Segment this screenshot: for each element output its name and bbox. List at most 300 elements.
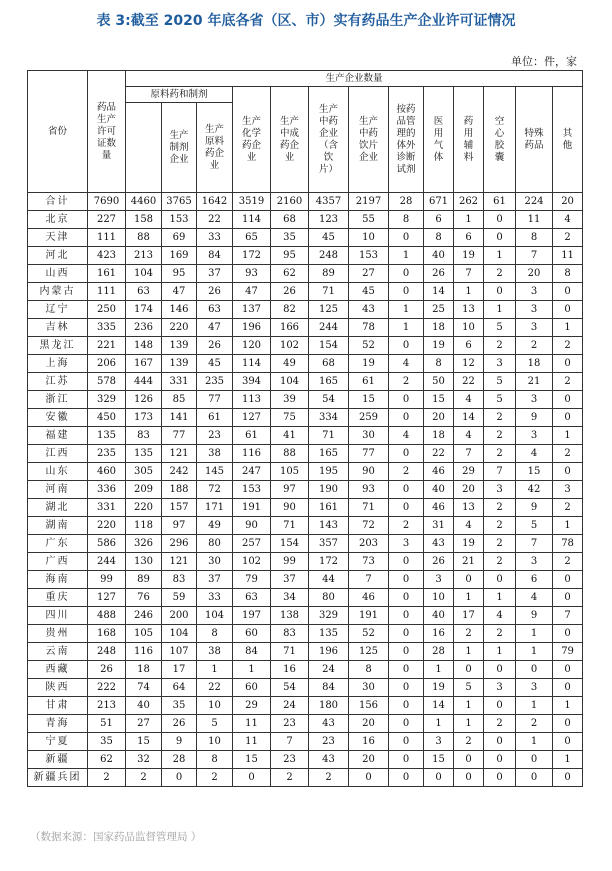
province-cell: 合计 bbox=[28, 193, 88, 211]
table-row bbox=[28, 733, 583, 751]
value-cell: 3 bbox=[424, 571, 454, 589]
value-cell: 121 bbox=[162, 553, 197, 571]
value-cell: 0 bbox=[454, 571, 484, 589]
value-cell: 82 bbox=[271, 301, 309, 319]
value-cell: 54 bbox=[271, 679, 309, 697]
value-cell: 0 bbox=[553, 589, 583, 607]
value-cell: 161 bbox=[309, 499, 349, 517]
value-cell: 2 bbox=[484, 535, 516, 553]
value-cell: 45 bbox=[309, 229, 349, 247]
value-cell: 95 bbox=[162, 265, 197, 283]
value-cell: 85 bbox=[162, 391, 197, 409]
value-cell: 197 bbox=[233, 607, 271, 625]
value-cell: 17 bbox=[162, 661, 197, 679]
value-cell: 6 bbox=[516, 571, 553, 589]
value-cell: 16 bbox=[349, 733, 389, 751]
value-cell: 18 bbox=[424, 319, 454, 337]
value-cell: 1 bbox=[424, 661, 454, 679]
value-cell: 0 bbox=[389, 283, 424, 301]
value-cell: 135 bbox=[309, 625, 349, 643]
value-cell: 55 bbox=[349, 211, 389, 229]
header-medical-gas: 医用气体 bbox=[424, 87, 454, 193]
value-cell: 161 bbox=[88, 265, 126, 283]
value-cell: 68 bbox=[271, 211, 309, 229]
value-cell: 78 bbox=[553, 535, 583, 553]
province-cell: 河南 bbox=[28, 481, 88, 499]
value-cell: 3 bbox=[484, 355, 516, 373]
province-cell: 江西 bbox=[28, 445, 88, 463]
value-cell: 26 bbox=[271, 283, 309, 301]
value-cell: 32 bbox=[126, 751, 162, 769]
province-cell: 新疆 bbox=[28, 751, 88, 769]
value-cell: 8 bbox=[197, 751, 233, 769]
value-cell: 20 bbox=[553, 193, 583, 211]
value-cell: 64 bbox=[162, 679, 197, 697]
value-cell: 26 bbox=[162, 715, 197, 733]
value-cell: 21 bbox=[516, 373, 553, 391]
value-cell: 191 bbox=[349, 607, 389, 625]
value-cell: 107 bbox=[162, 643, 197, 661]
value-cell: 20 bbox=[349, 751, 389, 769]
value-cell: 130 bbox=[126, 553, 162, 571]
province-cell: 甘肃 bbox=[28, 697, 88, 715]
value-cell: 99 bbox=[88, 571, 126, 589]
value-cell: 97 bbox=[271, 481, 309, 499]
table-row bbox=[28, 427, 583, 445]
value-cell: 6 bbox=[424, 211, 454, 229]
value-cell: 1 bbox=[389, 301, 424, 319]
value-cell: 2 bbox=[454, 733, 484, 751]
value-cell: 90 bbox=[271, 499, 309, 517]
value-cell: 127 bbox=[233, 409, 271, 427]
value-cell: 220 bbox=[162, 319, 197, 337]
source-note: （数据来源：国家药品监督管理局 ） bbox=[30, 831, 202, 843]
value-cell: 1 bbox=[233, 661, 271, 679]
value-cell: 5 bbox=[197, 715, 233, 733]
value-cell: 1 bbox=[424, 715, 454, 733]
value-cell: 209 bbox=[126, 481, 162, 499]
province-cell: 西藏 bbox=[28, 661, 88, 679]
header-tcm-decoction: 生产中药饮片企业 bbox=[349, 87, 389, 193]
value-cell: 89 bbox=[309, 265, 349, 283]
value-cell: 2 bbox=[484, 337, 516, 355]
value-cell: 247 bbox=[233, 463, 271, 481]
value-cell: 46 bbox=[424, 463, 454, 481]
value-cell: 93 bbox=[233, 265, 271, 283]
value-cell: 0 bbox=[389, 661, 424, 679]
value-cell: 45 bbox=[349, 283, 389, 301]
value-cell: 8 bbox=[197, 625, 233, 643]
value-cell: 123 bbox=[309, 211, 349, 229]
value-cell: 0 bbox=[233, 769, 271, 787]
value-cell: 8 bbox=[389, 211, 424, 229]
value-cell: 296 bbox=[162, 535, 197, 553]
value-cell: 146 bbox=[162, 301, 197, 319]
value-cell: 158 bbox=[126, 211, 162, 229]
value-cell: 13 bbox=[454, 301, 484, 319]
value-cell: 111 bbox=[88, 229, 126, 247]
value-cell: 15 bbox=[349, 391, 389, 409]
value-cell: 18 bbox=[516, 355, 553, 373]
value-cell: 42 bbox=[516, 481, 553, 499]
value-cell: 93 bbox=[349, 481, 389, 499]
value-cell: 71 bbox=[349, 499, 389, 517]
value-cell: 326 bbox=[126, 535, 162, 553]
value-cell: 40 bbox=[126, 697, 162, 715]
table-row bbox=[28, 247, 583, 265]
value-cell: 1 bbox=[197, 661, 233, 679]
value-cell: 3 bbox=[553, 481, 583, 499]
province-cell: 内蒙古 bbox=[28, 283, 88, 301]
value-cell: 0 bbox=[516, 769, 553, 787]
province-cell: 河北 bbox=[28, 247, 88, 265]
value-cell: 74 bbox=[126, 679, 162, 697]
province-cell: 湖北 bbox=[28, 499, 88, 517]
value-cell: 77 bbox=[197, 391, 233, 409]
value-cell: 172 bbox=[233, 247, 271, 265]
value-cell: 10 bbox=[197, 733, 233, 751]
value-cell: 220 bbox=[88, 517, 126, 535]
value-cell: 167 bbox=[126, 355, 162, 373]
total-row bbox=[28, 193, 583, 211]
value-cell: 8 bbox=[516, 229, 553, 247]
province-cell: 上海 bbox=[28, 355, 88, 373]
province-cell: 浙江 bbox=[28, 391, 88, 409]
value-cell: 26 bbox=[424, 265, 454, 283]
value-cell: 76 bbox=[126, 589, 162, 607]
table-row bbox=[28, 409, 583, 427]
value-cell: 7 bbox=[553, 607, 583, 625]
value-cell: 0 bbox=[553, 301, 583, 319]
value-cell: 0 bbox=[389, 481, 424, 499]
value-cell: 5 bbox=[484, 319, 516, 337]
value-cell: 2 bbox=[484, 409, 516, 427]
value-cell: 4 bbox=[389, 427, 424, 445]
province-cell: 天津 bbox=[28, 229, 88, 247]
value-cell: 0 bbox=[484, 751, 516, 769]
value-cell: 220 bbox=[126, 499, 162, 517]
province-cell: 安徽 bbox=[28, 409, 88, 427]
value-cell: 83 bbox=[162, 571, 197, 589]
value-cell: 28 bbox=[424, 643, 454, 661]
table-row bbox=[28, 697, 583, 715]
value-cell: 0 bbox=[484, 229, 516, 247]
value-cell: 235 bbox=[88, 445, 126, 463]
value-cell: 5 bbox=[454, 679, 484, 697]
value-cell: 30 bbox=[349, 679, 389, 697]
value-cell: 0 bbox=[389, 337, 424, 355]
header-tcm-pieces: 生产中药企业（含饮片） bbox=[309, 87, 349, 193]
value-cell: 47 bbox=[197, 319, 233, 337]
value-cell: 3 bbox=[484, 679, 516, 697]
value-cell: 335 bbox=[88, 319, 126, 337]
value-cell: 3765 bbox=[162, 193, 197, 211]
table-row bbox=[28, 391, 583, 409]
value-cell: 118 bbox=[126, 517, 162, 535]
header-special: 特殊药品 bbox=[516, 87, 553, 193]
value-cell: 2 bbox=[197, 769, 233, 787]
value-cell: 15 bbox=[233, 751, 271, 769]
value-cell: 46 bbox=[424, 499, 454, 517]
value-cell: 180 bbox=[309, 697, 349, 715]
value-cell: 4 bbox=[454, 517, 484, 535]
value-cell: 0 bbox=[389, 229, 424, 247]
table-row bbox=[28, 553, 583, 571]
value-cell: 1 bbox=[516, 625, 553, 643]
value-cell: 7690 bbox=[88, 193, 126, 211]
value-cell: 51 bbox=[88, 715, 126, 733]
value-cell: 3 bbox=[389, 535, 424, 553]
value-cell: 2 bbox=[553, 445, 583, 463]
value-cell: 0 bbox=[484, 571, 516, 589]
table-row bbox=[28, 643, 583, 661]
province-cell: 山西 bbox=[28, 265, 88, 283]
value-cell: 61 bbox=[233, 427, 271, 445]
value-cell: 9 bbox=[162, 733, 197, 751]
value-cell: 11 bbox=[233, 715, 271, 733]
value-cell: 2 bbox=[88, 769, 126, 787]
value-cell: 31 bbox=[424, 517, 454, 535]
value-cell: 0 bbox=[349, 769, 389, 787]
value-cell: 26 bbox=[197, 337, 233, 355]
value-cell: 50 bbox=[424, 373, 454, 391]
value-cell: 488 bbox=[88, 607, 126, 625]
value-cell: 1 bbox=[553, 751, 583, 769]
value-cell: 7 bbox=[454, 445, 484, 463]
value-cell: 15 bbox=[424, 391, 454, 409]
table-row bbox=[28, 625, 583, 643]
value-cell: 331 bbox=[162, 373, 197, 391]
value-cell: 262 bbox=[454, 193, 484, 211]
value-cell: 0 bbox=[454, 769, 484, 787]
value-cell: 1 bbox=[484, 247, 516, 265]
province-cell: 云南 bbox=[28, 643, 88, 661]
value-cell: 138 bbox=[271, 607, 309, 625]
value-cell: 0 bbox=[516, 661, 553, 679]
province-cell: 宁夏 bbox=[28, 733, 88, 751]
value-cell: 196 bbox=[309, 643, 349, 661]
value-cell: 357 bbox=[309, 535, 349, 553]
value-cell: 0 bbox=[553, 355, 583, 373]
value-cell: 43 bbox=[424, 535, 454, 553]
value-cell: 28 bbox=[389, 193, 424, 211]
value-cell: 104 bbox=[197, 607, 233, 625]
value-cell: 2 bbox=[454, 625, 484, 643]
value-cell: 0 bbox=[553, 409, 583, 427]
value-cell: 37 bbox=[197, 571, 233, 589]
table-row bbox=[28, 517, 583, 535]
value-cell: 75 bbox=[271, 409, 309, 427]
province-cell: 广东 bbox=[28, 535, 88, 553]
value-cell: 114 bbox=[233, 211, 271, 229]
header-chemical: 生产化学药企业 bbox=[233, 87, 271, 193]
value-cell: 35 bbox=[271, 229, 309, 247]
value-cell: 22 bbox=[424, 445, 454, 463]
value-cell: 6 bbox=[454, 337, 484, 355]
value-cell: 0 bbox=[454, 751, 484, 769]
value-cell: 9 bbox=[516, 409, 553, 427]
value-cell: 174 bbox=[126, 301, 162, 319]
header-excipients: 药用辅料 bbox=[454, 87, 484, 193]
value-cell: 2 bbox=[389, 517, 424, 535]
value-cell: 15 bbox=[516, 463, 553, 481]
value-cell: 8 bbox=[553, 265, 583, 283]
table-row bbox=[28, 373, 583, 391]
value-cell: 4 bbox=[454, 427, 484, 445]
value-cell: 2 bbox=[484, 265, 516, 283]
value-cell: 23 bbox=[271, 715, 309, 733]
value-cell: 1 bbox=[516, 643, 553, 661]
value-cell: 14 bbox=[424, 283, 454, 301]
value-cell: 20 bbox=[516, 265, 553, 283]
value-cell: 23 bbox=[197, 427, 233, 445]
value-cell: 0 bbox=[389, 733, 424, 751]
value-cell: 586 bbox=[88, 535, 126, 553]
value-cell: 24 bbox=[309, 661, 349, 679]
value-cell: 2 bbox=[389, 373, 424, 391]
header-tcm-finished: 生产中成药企业 bbox=[271, 87, 309, 193]
value-cell: 2 bbox=[484, 553, 516, 571]
value-cell: 15 bbox=[424, 751, 454, 769]
value-cell: 0 bbox=[553, 715, 583, 733]
table-row bbox=[28, 445, 583, 463]
header-diagnostic: 按药品管理的体外诊断试剂 bbox=[389, 87, 424, 193]
value-cell: 2 bbox=[484, 427, 516, 445]
value-cell: 49 bbox=[271, 355, 309, 373]
value-cell: 0 bbox=[389, 589, 424, 607]
value-cell: 2 bbox=[309, 769, 349, 787]
value-cell: 0 bbox=[553, 571, 583, 589]
value-cell: 44 bbox=[309, 571, 349, 589]
value-cell: 0 bbox=[454, 661, 484, 679]
value-cell: 157 bbox=[162, 499, 197, 517]
value-cell: 423 bbox=[88, 247, 126, 265]
value-cell: 259 bbox=[349, 409, 389, 427]
value-cell: 1 bbox=[553, 427, 583, 445]
value-cell: 450 bbox=[88, 409, 126, 427]
value-cell: 19 bbox=[349, 355, 389, 373]
province-cell: 江苏 bbox=[28, 373, 88, 391]
value-cell: 0 bbox=[553, 463, 583, 481]
value-cell: 17 bbox=[454, 607, 484, 625]
value-cell: 20 bbox=[424, 409, 454, 427]
value-cell: 0 bbox=[389, 265, 424, 283]
value-cell: 84 bbox=[233, 643, 271, 661]
value-cell: 9 bbox=[516, 499, 553, 517]
value-cell: 331 bbox=[88, 499, 126, 517]
value-cell: 84 bbox=[197, 247, 233, 265]
value-cell: 444 bbox=[126, 373, 162, 391]
province-cell: 海南 bbox=[28, 571, 88, 589]
value-cell: 236 bbox=[126, 319, 162, 337]
table-title: 表 3:截至 2020 年底各省（区、市）实有药品生产企业许可证情况 bbox=[96, 13, 516, 29]
value-cell: 5 bbox=[484, 391, 516, 409]
value-cell: 125 bbox=[309, 301, 349, 319]
value-cell: 1 bbox=[454, 697, 484, 715]
value-cell: 2 bbox=[553, 337, 583, 355]
header-province: 省份 bbox=[28, 71, 88, 193]
value-cell: 71 bbox=[271, 643, 309, 661]
value-cell: 45 bbox=[197, 355, 233, 373]
value-cell: 190 bbox=[309, 481, 349, 499]
value-cell: 77 bbox=[162, 427, 197, 445]
value-cell: 242 bbox=[162, 463, 197, 481]
value-cell: 47 bbox=[233, 283, 271, 301]
value-cell: 111 bbox=[88, 283, 126, 301]
value-cell: 145 bbox=[197, 463, 233, 481]
header-raw-material: 生产原料药企业 bbox=[197, 103, 233, 193]
value-cell: 69 bbox=[162, 229, 197, 247]
province-cell: 青海 bbox=[28, 715, 88, 733]
value-cell: 153 bbox=[233, 481, 271, 499]
value-cell: 3 bbox=[516, 283, 553, 301]
header-api-total bbox=[126, 103, 162, 193]
value-cell: 2 bbox=[126, 769, 162, 787]
value-cell: 116 bbox=[126, 643, 162, 661]
table-row bbox=[28, 679, 583, 697]
province-cell: 新疆兵团 bbox=[28, 769, 88, 787]
value-cell: 7 bbox=[484, 463, 516, 481]
value-cell: 0 bbox=[389, 625, 424, 643]
table-row bbox=[28, 769, 583, 787]
value-cell: 63 bbox=[233, 589, 271, 607]
value-cell: 2 bbox=[484, 445, 516, 463]
value-cell: 137 bbox=[233, 301, 271, 319]
value-cell: 19 bbox=[424, 337, 454, 355]
value-cell: 88 bbox=[126, 229, 162, 247]
value-cell: 20 bbox=[349, 715, 389, 733]
value-cell: 173 bbox=[126, 409, 162, 427]
value-cell: 7 bbox=[516, 247, 553, 265]
province-cell: 湖南 bbox=[28, 517, 88, 535]
header-other: 其他 bbox=[553, 87, 583, 193]
value-cell: 22 bbox=[197, 211, 233, 229]
value-cell: 37 bbox=[271, 571, 309, 589]
value-cell: 6 bbox=[454, 229, 484, 247]
value-cell: 89 bbox=[126, 571, 162, 589]
value-cell: 77 bbox=[349, 445, 389, 463]
value-cell: 11 bbox=[516, 211, 553, 229]
table-row bbox=[28, 715, 583, 733]
table-row bbox=[28, 301, 583, 319]
value-cell: 1 bbox=[516, 697, 553, 715]
table-row bbox=[28, 319, 583, 337]
table-row bbox=[28, 589, 583, 607]
value-cell: 148 bbox=[126, 337, 162, 355]
table-row bbox=[28, 661, 583, 679]
value-cell: 3 bbox=[516, 319, 553, 337]
value-cell: 88 bbox=[271, 445, 309, 463]
value-cell: 0 bbox=[484, 769, 516, 787]
value-cell: 71 bbox=[309, 427, 349, 445]
value-cell: 62 bbox=[88, 751, 126, 769]
value-cell: 62 bbox=[271, 265, 309, 283]
header-capsules: 空心胶囊 bbox=[484, 87, 516, 193]
value-cell: 305 bbox=[126, 463, 162, 481]
value-cell: 257 bbox=[233, 535, 271, 553]
value-cell: 73 bbox=[349, 553, 389, 571]
value-cell: 3 bbox=[516, 679, 553, 697]
value-cell: 334 bbox=[309, 409, 349, 427]
value-cell: 4 bbox=[516, 445, 553, 463]
value-cell: 2 bbox=[389, 463, 424, 481]
value-cell: 59 bbox=[162, 589, 197, 607]
value-cell: 4 bbox=[553, 211, 583, 229]
value-cell: 135 bbox=[88, 427, 126, 445]
value-cell: 0 bbox=[389, 751, 424, 769]
value-cell: 2 bbox=[553, 373, 583, 391]
value-cell: 41 bbox=[271, 427, 309, 445]
